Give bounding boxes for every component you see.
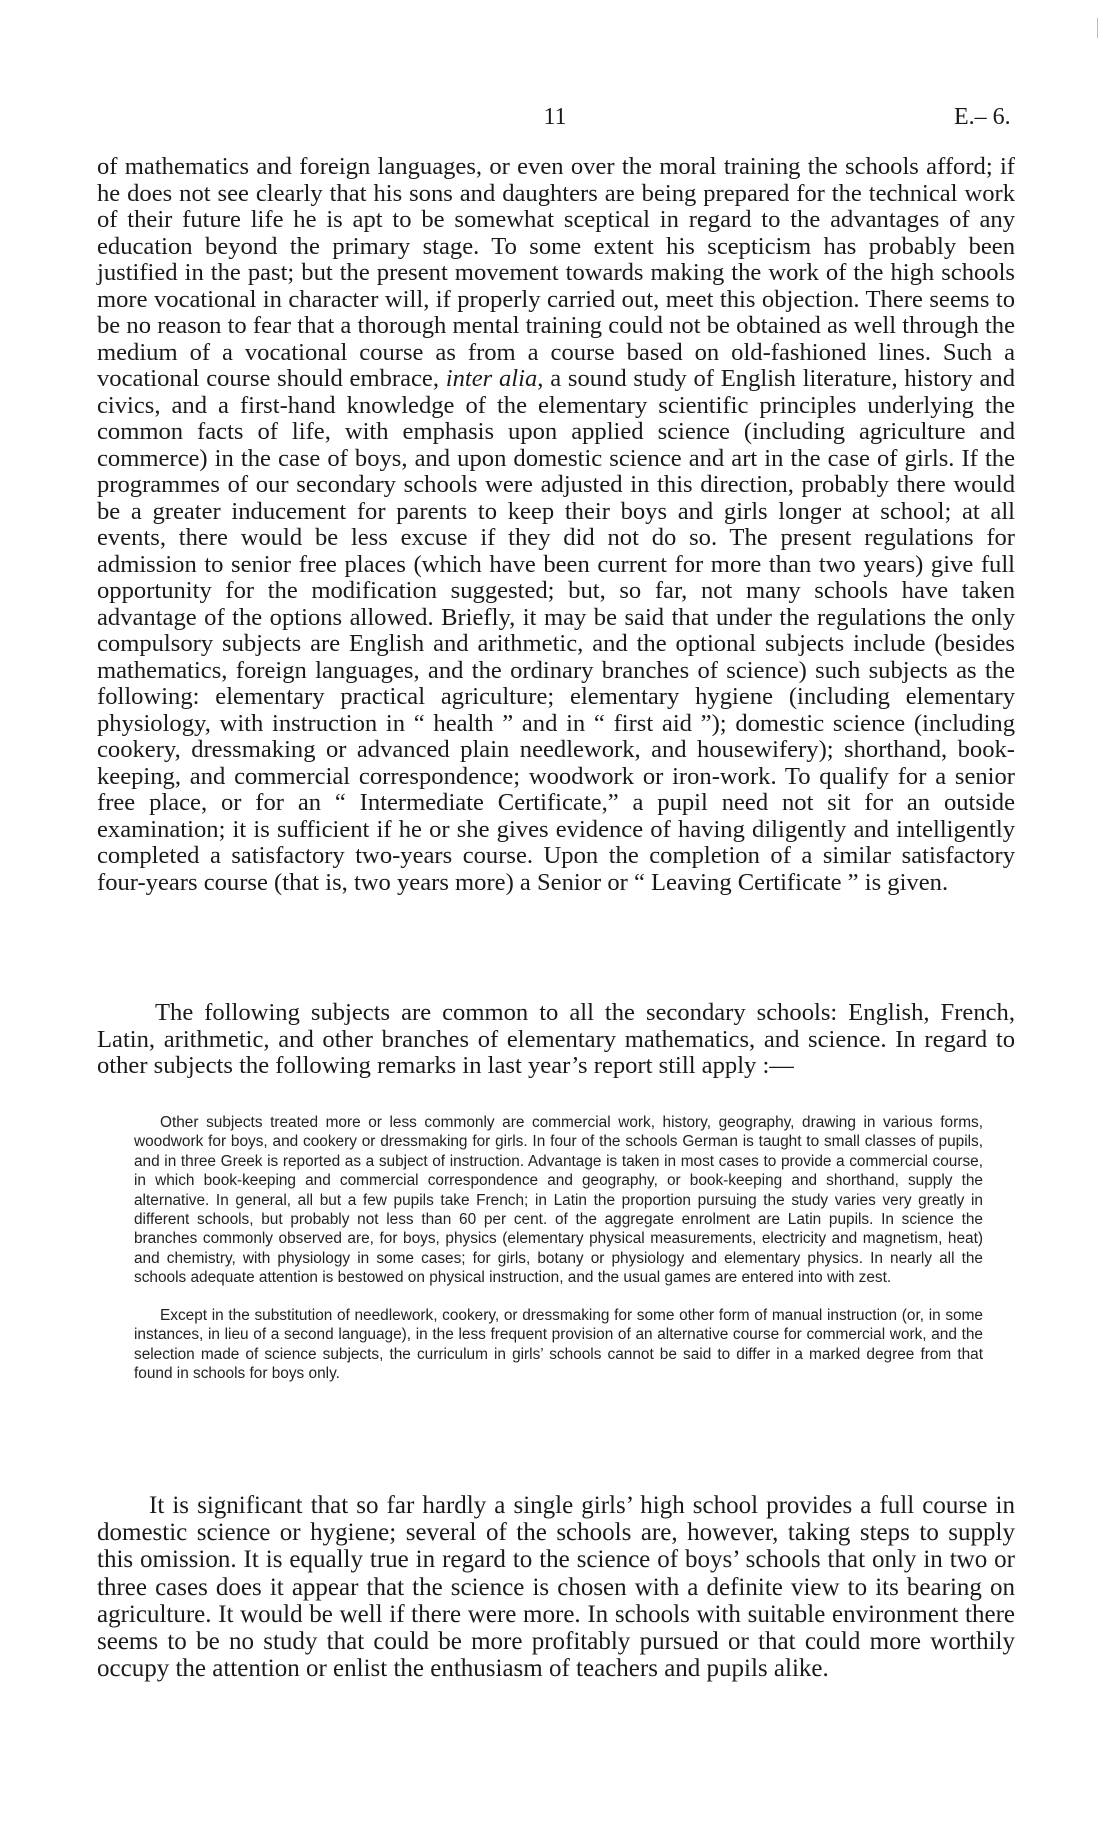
paragraph-continuation [97,154,1015,896]
paragraph-conclusion: It is significant that so far hardly a single girls’ high school provides a full course in domestic science or hygiene; several of the schools are, however, taking steps to supply this omission. It is equally true in regard to the science of boys’ schools that only in two or three cases does it appear that the science is chosen with a definite view to its bearing on agriculture. It would be well if there were more. In schools with suitable environment there seems to be no study that could be more profitably pursued or that could more worthily occupy the attention or enlist the enthusiasm of teachers and pupils alike. [97,1492,1015,1683]
paragraph-subjects: The following subjects are common to all the secondary schools: English, French, Latin, arithmetic, and other branches of elementary mathematics, and science. In regard to other subjects the following remarks in last year’s report still apply :— [97,999,1015,1079]
paragraph-text-part: of mathematics and foreign languages, or even over the moral training the schools afford; if he does not see clearly that his sons and daughters are being prepared for the technical work of their future life he is apt to be somewhat sceptical in regard to the advantages of any education beyond the primary stage. To some extent his scepticism has probably been justified in the past; but the present movement towards making the work of the high schools more vocational in character will, if properly carried out, meet this objection. There seems to be no reason to fear that a thorough mental training could not be obtained as well through the medium of a vocational course as from a course based on old-fashioned lines. Such a vocational course should embrace, [97,153,1015,392]
paragraph-text-part: , a sound study of English literature, history and civics, and a first-hand knowledge of the elementary scientific principles underlying the common facts of life, with emphasis upon applied science (including agriculture and commerce) in the case of boys, and upon domestic science and art in the case of girls. If the programmes of our secondary schools were adjusted in this direction, probably there would be a greater inducement for parents to keep their boys and girls longer at school; at all events, there would be less excuse if they did not do so. The present regulations for admission to senior free places (which have been current for more than two years) give full opportunity for the modification suggested; but, so far, not many schools have taken advantage of the options allowed. Briefly, it may be said that under the regulations the only compulsory subjects are English and arithmetic, and the optional subjects include (besides mathematics, foreign languages, and the ordinary branches of science) such subjects as the following: elementary practical agriculture; elementary hygiene (including elementary physiology, with instruction in “ health ” and in “ first aid ”); domestic science (including cookery, dressmaking or advanced plain needlework, and housewifery); shorthand, book-keeping, and commercial correspondence; woodwork or iron-work. To qualify for a senior free place, or for an “ Intermediate Certificate,” a pupil need not sit for an outside examination; it is sufficient if he or she gives evidence of having diligently and intelligently completed a satisfactory two-years course. Upon the completion of a similar satisfactory four-years course (that is, two years more) a Senior or “ Leaving Certificate ” is given. [97,365,1015,896]
page-number: 11 [543,104,567,130]
quoted-report-paragraph: Other subjects treated more or less commonly are commercial work, history, geography, drawing in various forms, woodwork for boys, and cookery or dressmaking for girls. In four of the schools German is taught to small classes of pupils, and in three Greek is reported as a subject of instruction. Advantage is taken in most cases to provide a commercial course, in which book-keeping and commercial correspondence and geography, or book-keeping and shorthand, supply the alternative. In general, all but a few pupils take French; in Latin the proportion pursuing the study varies very greatly in different schools, but probably not less than 60 per cent. of the aggregate enrolment are Latin pupils. In science the branches commonly observed are, for boys, physics (elementary physical measurements, electricity and magnetism, heat) and chemistry, with physiology in some cases; for girls, botany or physiology and elementary physics. In nearly all the schools adequate attention is bestowed on physical instruction, and the usual games are entered into with zest. [134,1114,983,1287]
document-reference: E.– 6. [954,104,1011,130]
italic-phrase: inter alia [445,365,538,392]
quoted-report-paragraph: Except in the substitution of needlework, cookery, or dressmaking for some other form of manual instruction (or, in some instances, in lieu of a second language), in the less frequent provision of an alternative course for commercial work, and the selection made of science subjects, the curriculum in girls’ schools cannot be said to differ in a marked degree from that found in schools for boys only. [134,1307,983,1383]
margin-mark [1097,18,1102,38]
